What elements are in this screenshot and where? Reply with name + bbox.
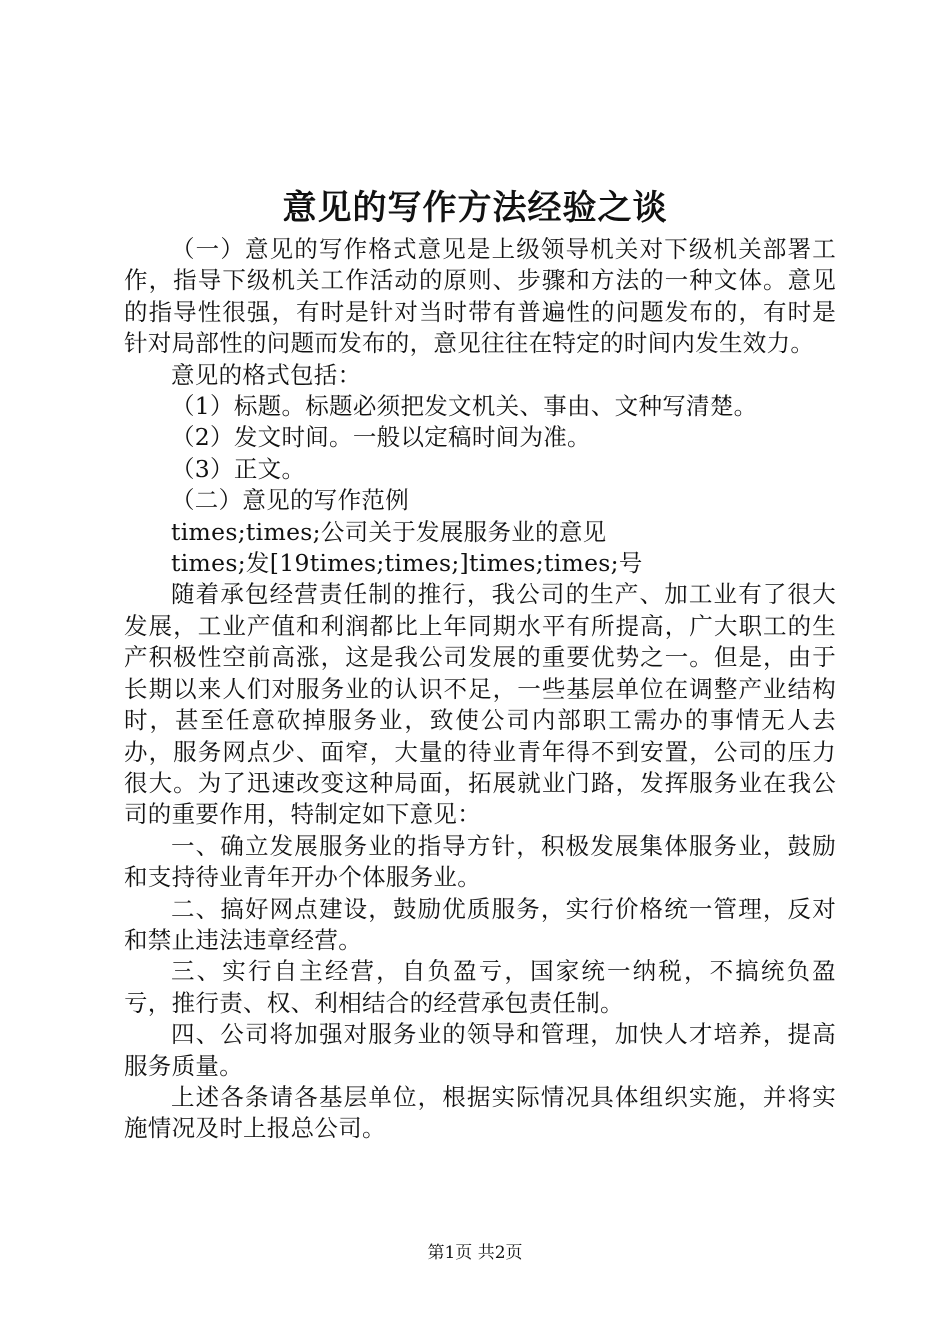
- paragraph-format-item-3: （3）正文。: [171, 454, 306, 483]
- document-body: [124, 234, 836, 1145]
- page-number-footer: 第1页 共2页: [427, 1243, 523, 1263]
- paragraph-opinion-1: 一、确立发展服务业的指导方针，积极发展集体服务业，鼓励和支持待业青年开办个体服务业。: [124, 831, 836, 892]
- paragraph-opinion-2: 二、搞好网点建设，鼓励优质服务，实行价格统一管理，反对和禁止违法违章经营。: [124, 894, 836, 954]
- paragraph-example-background: 随着承包经营责任制的推行，我公司的生产、加工业有了很大发展，工业产值和利润都比上年同期水平有所提高，广大职工的生产积极性空前高涨，这是我公司发展的重要优势之一。但是，由于长期以来人们对服务业的认识不足，一些基层单位在调整产业结构时，甚至任意砍掉服务业，致使公司内部职工需办的事情无人去办，服务网点少、面窄，大量的待业青年得不到安置，公司的压力很大。为了迅速改变这种局面，拓展就业门路，发挥服务业在我公司的重要作用，特制定如下意见：: [124, 580, 836, 829]
- paragraph-opinion-4: 四、公司将加强对服务业的领导和管理，加快人才培养，提高服务质量。: [124, 1020, 836, 1080]
- paragraph-format-item-2: （2）发文时间。一般以定稿时间为准。: [171, 423, 591, 452]
- paragraph-intro: （一）意见的写作格式意见是上级领导机关对下级机关部署工作，指导下级机关工作活动的原则、步骤和方法的一种文体。意见的指导性很强，有时是针对当时带有普遍性的问题发布的，有时是针对局部性的问题而发布的，意见往往在特定的时间内发生效力。: [124, 235, 836, 358]
- paragraph-format-item-1: （1）标题。标题必须把发文机关、事由、文种写清楚。: [171, 392, 758, 421]
- paragraph-example-title: times;times;公司关于发展服务业的意见: [171, 517, 607, 546]
- paragraph-example-doc-number: times;发[19times;times;]times;times;号: [171, 549, 643, 578]
- paragraph-closing: 上述各条请各基层单位，根据实际情况具体组织实施，并将实施情况及时上报总公司。: [124, 1082, 836, 1143]
- paragraph-example-heading: （二）意见的写作范例: [171, 486, 409, 515]
- document-title: 意见的写作方法经验之谈: [282, 188, 668, 228]
- paragraph-format-heading: 意见的格式包括：: [171, 360, 362, 389]
- paragraph-opinion-3: 三、实行自主经营，自负盈亏，国家统一纳税，不搞统负盈亏，推行责、权、利相结合的经营承包责任制。: [124, 957, 836, 1017]
